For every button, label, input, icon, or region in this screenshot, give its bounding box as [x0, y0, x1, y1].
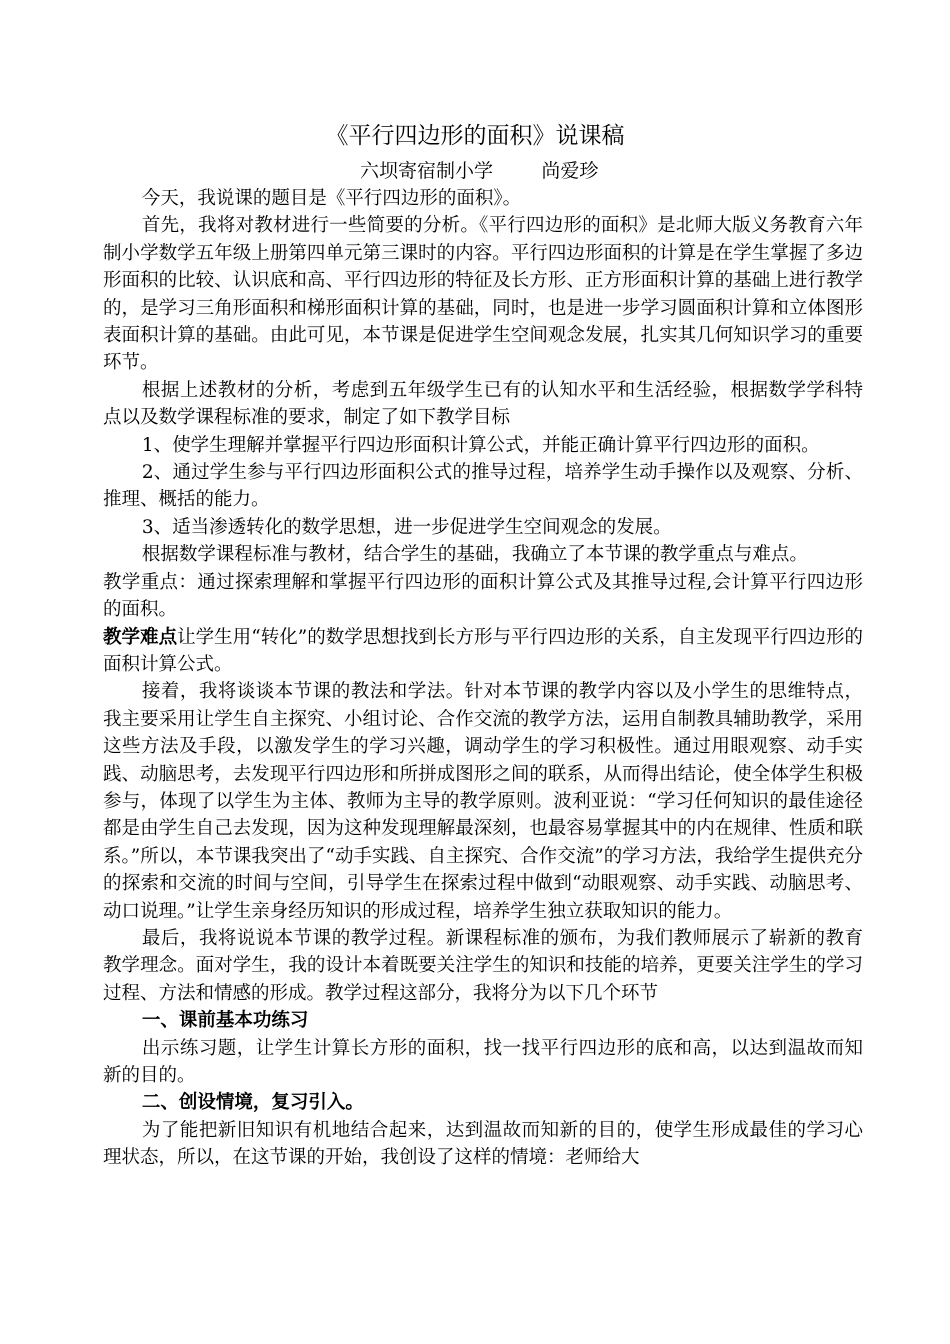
- difficulty-label: 教学难点: [103, 626, 178, 648]
- paragraph-goal-1: 1、使学生理解并掌握平行四边形面积计算公式，并能正确计算平行四边形的面积。: [141, 434, 820, 456]
- document-body: [103, 185, 863, 1172]
- paragraph-process-intro: 最后，我将说说本节课的教学过程。新课程标准的颁布，为我们教师展示了崭新的教育教学理念。面对学生，我的设计本着既要关注学生的知识和技能的培养，更要关注学生的学习过程、方法和情感的形成。教学过程这部分，我将分为以下几个环节: [103, 927, 863, 1004]
- section-heading-2: 二、创设情境，复习引入。: [141, 1092, 364, 1114]
- paragraph-methods: 接着，我将谈谈本节课的教法和学法。针对本节课的教学内容以及小学生的思维特点，我主要采用让学生自主探究、小组讨论、合作交流的教学方法，运用自制教具辅助教学，采用这些方法及手段，以激发学生的学习兴趣，调动学生的学习积极性。通过用眼观察、动手实践、动脑思考，去发现平行四边形和所拼成图形之间的联系，从而得出结论，使全体学生积极参与，体现了以学生为主体、教师为主导的教学原则。波利亚说：“学习任何知识的最佳途径都是由学生自己去发现，因为这种发现理解最深刻，也最容易掌握其中的内在规律、性质和联系。”所以，本节课我突出了“动手实践、自主探究、合作交流”的学习方法，我给学生提供充分的探索和交流的时间与空间，引导学生在探索过程中做到“动眼观察、动手实践、动脑思考、动口说理。”让学生亲身经历知识的形成过程，培养学生独立获取知识的能力。: [103, 681, 863, 922]
- paragraph-goals-intro: 根据上述教材的分析，考虑到五年级学生已有的认知水平和生活经验，根据数学学科特点以及数学课程标准的要求，制定了如下教学目标: [103, 379, 863, 429]
- difficulty-text: 让学生用“转化”的数学思想找到长方形与平行四边形的关系，自主发现平行四边形的面积计算公式。: [103, 626, 863, 675]
- paragraph-goal-3: 3、适当渗透转化的数学思想，进一步促进学生空间观念的发展。: [141, 516, 672, 538]
- section-heading-1: 一、课前基本功练习: [141, 1010, 309, 1032]
- document-title: 《平行四边形的面积》说课稿: [325, 123, 625, 149]
- paragraph-section-2: 为了能把新旧知识有机地结合起来，达到温故而知新的目的，使学生形成最佳的学习心理状态，所以，在这节课的开始，我创设了这样的情境：老师给大: [103, 1119, 863, 1169]
- paragraph-key-point: 教学重点：通过探索理解和掌握平行四边形的面积计算公式及其推导过程,会计算平行四边形的面积。: [103, 571, 863, 621]
- author-line: 六坝寄宿制小学 尚爱珍: [360, 160, 599, 182]
- paragraph-section-1: 出示练习题，让学生计算长方形的面积，找一找平行四边形的底和高，以达到温故而知新的目的。: [103, 1037, 863, 1086]
- paragraph-goal-2: 2、通过学生参与平行四边形面积公式的推导过程，培养学生动手操作以及观察、分析、推理、概括的能力。: [103, 462, 863, 511]
- paragraph-intro: 今天，我说课的题目是《平行四边形的面积》。: [141, 188, 522, 209]
- paragraph-difficulty: [103, 624, 863, 679]
- paragraph-key-points-intro: 根据数学课程标准与教材，结合学生的基础，我确立了本节课的教学重点与难点。: [141, 544, 808, 566]
- paragraph-material-analysis: 首先，我将对教材进行一些简要的分析。《平行四边形的面积》是北师大版义务教育六年制小学数学五年级上册第四单元第三课时的内容。平行四边形面积的计算是在学生掌握了多边形面积的比较、认识底和高、平行四边形的特征及长方形、正方形面积计算的基础上进行教学的，是学习三角形面积和梯形面积计算的基础，同时，也是进一步学习圆面积计算和立体图形表面积计算的基础。由此可见，本节课是促进学生空间观念发展，扎实其几何知识学习的重要环节。: [103, 215, 863, 374]
